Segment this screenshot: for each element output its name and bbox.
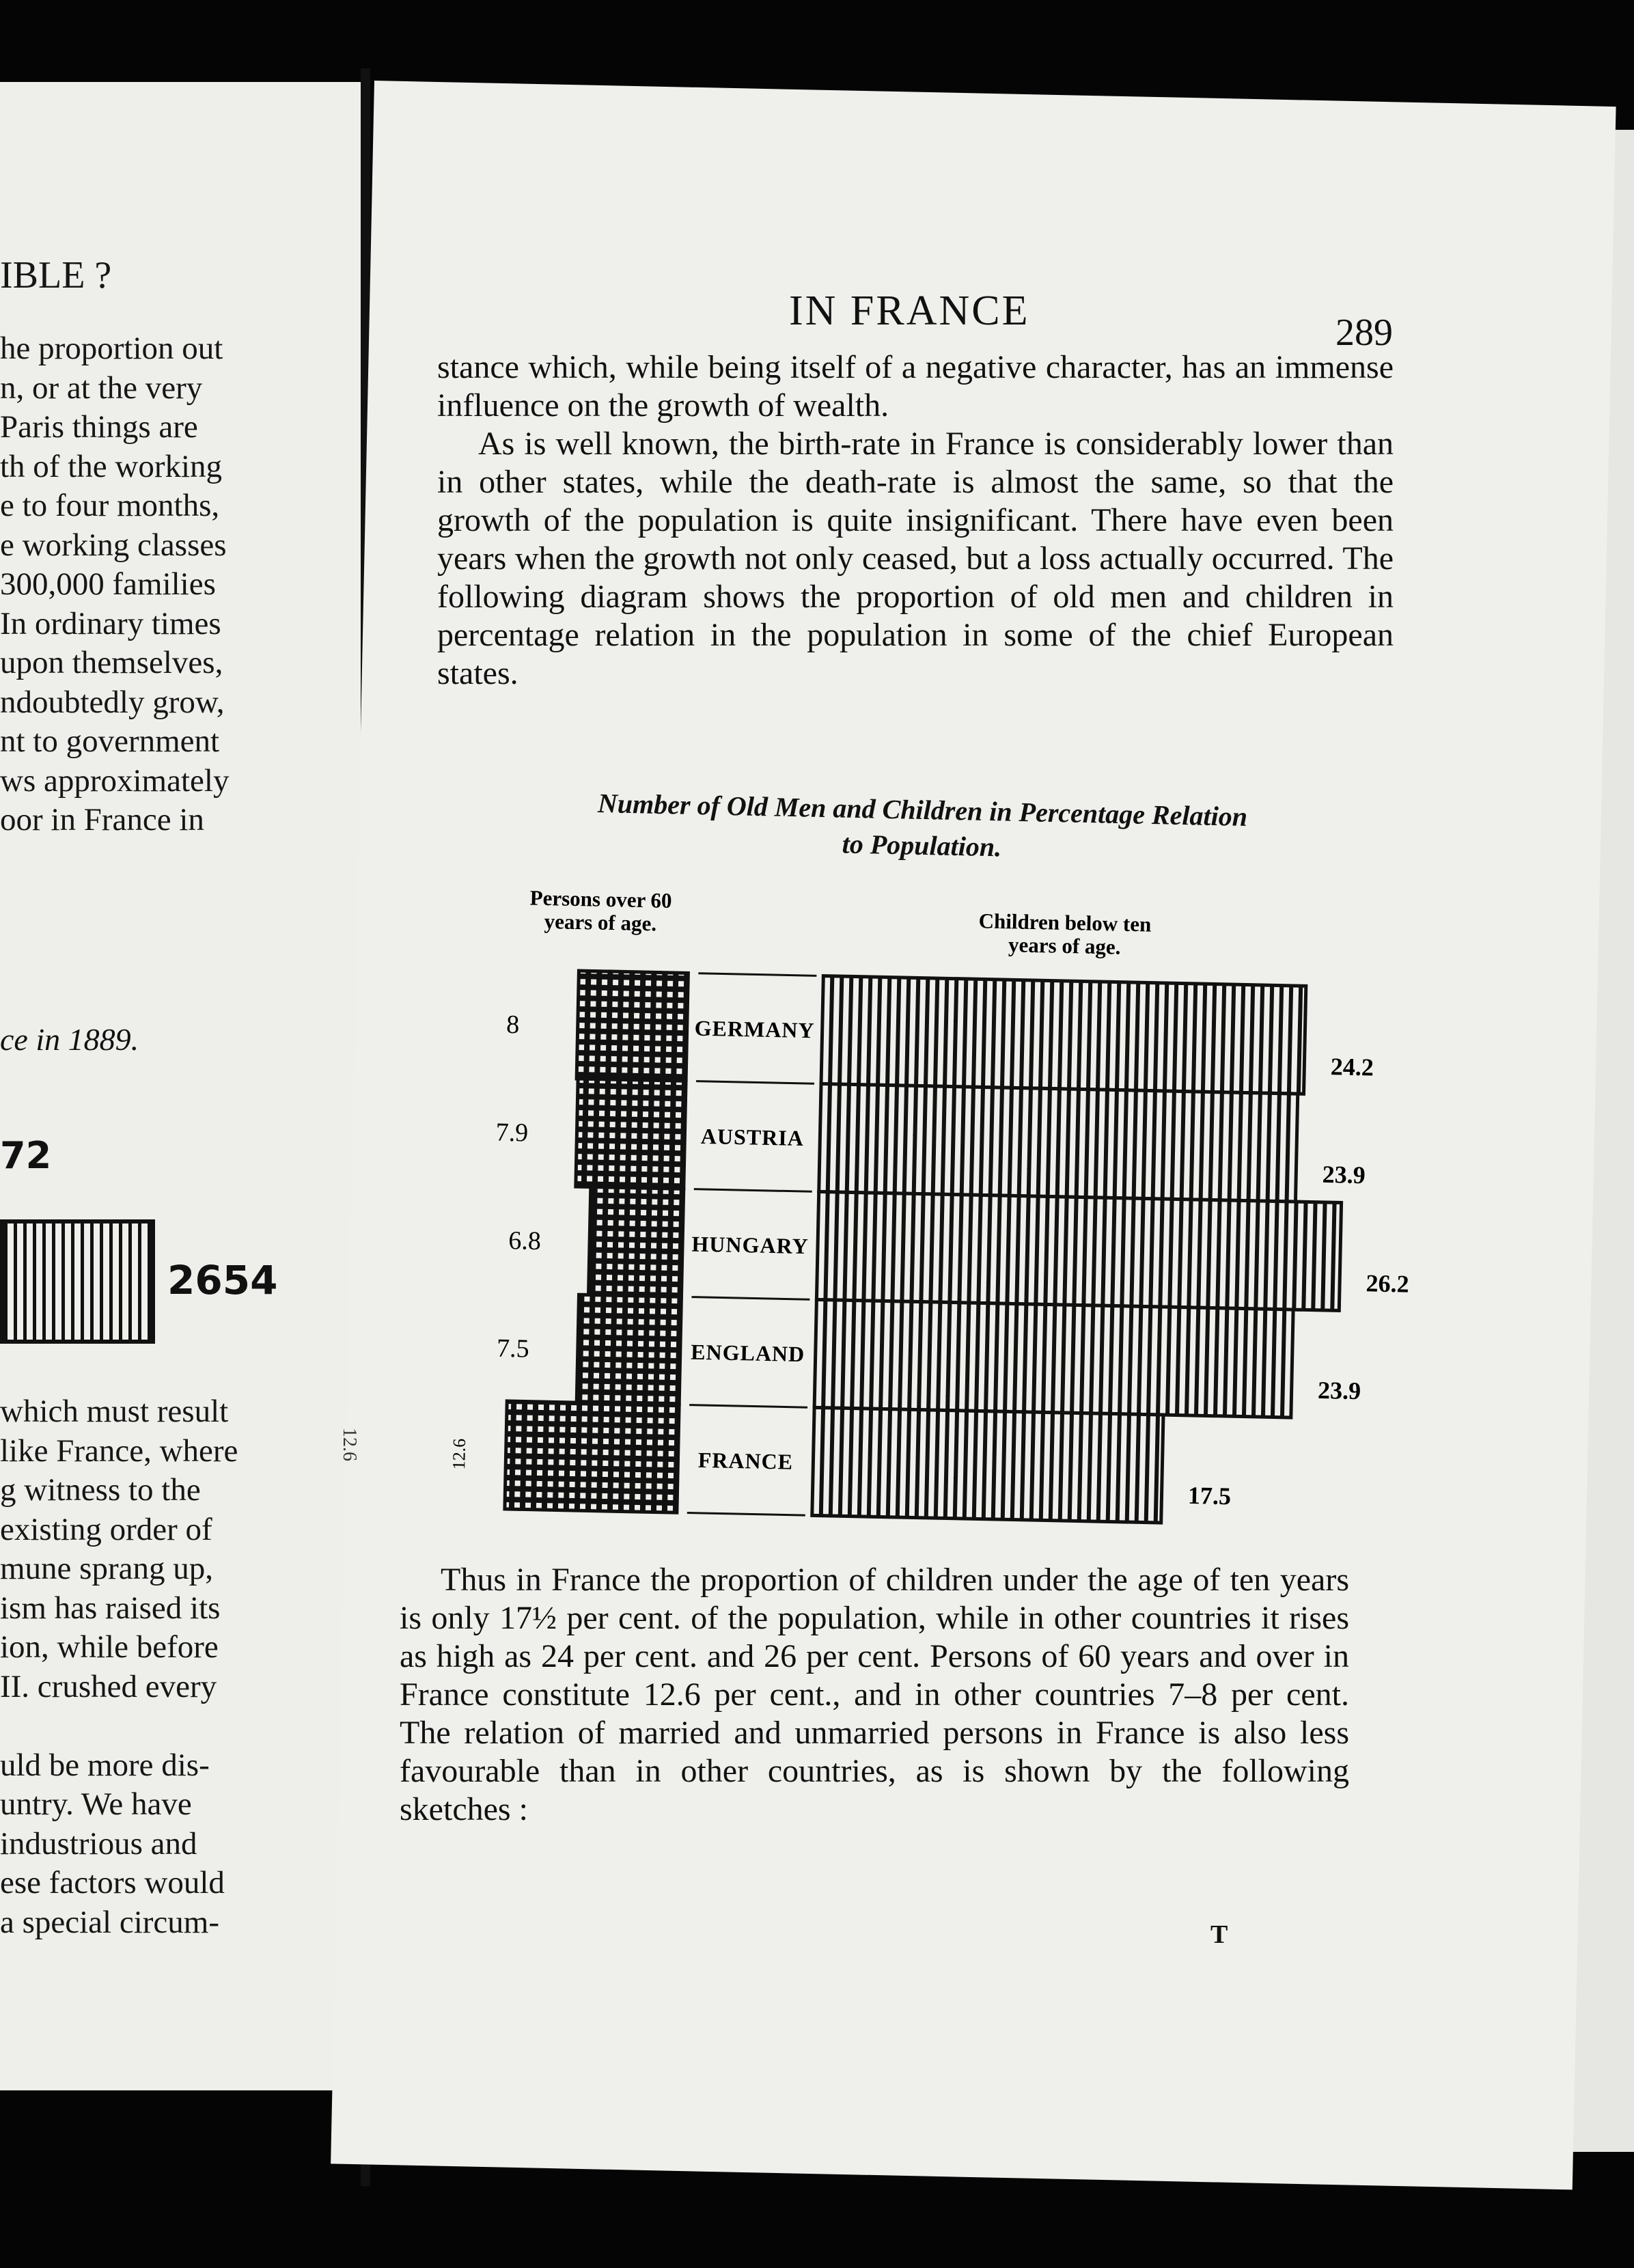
children-bar [816,1191,1341,1310]
left-page-bottom-line: mune sprang up, [0,1551,213,1586]
left-page-heading: IBLE ? [0,254,112,296]
left-page-caption: ce in 1889. [0,1022,139,1057]
row-divider [689,1405,807,1408]
body-text-top [437,348,1394,693]
row-divider [691,1297,809,1300]
children-bar [814,1299,1293,1418]
left-page-bottom-line: which must result [0,1394,229,1429]
left-page-top-line: ndoubtedly grow, [0,684,225,720]
left-page-bottom-line: ese factors would [0,1865,225,1900]
left-page-bottom-line: untry. We have [0,1786,192,1822]
old-men-value-label: 7.5 [496,1333,530,1364]
chart-caption-line1: Number of Old Men and Children in Percentage Relation [597,788,1248,832]
left-page-bottom-line: a special circum- [0,1904,219,1940]
left-page-top-line: th of the working [0,448,223,484]
children-bar [812,1407,1163,1523]
children-value-label: 26.2 [1366,1269,1410,1298]
left-page-bottom-line: like France, where [0,1433,238,1469]
old-men-value-label: 12.6 [449,1438,470,1470]
country-label: FRANCE [697,1447,794,1474]
row-divider [698,973,816,976]
country-label: AUSTRIA [700,1123,805,1150]
row-divider [694,1189,812,1192]
left-page-bottom-line: g witness to the [0,1472,201,1508]
legend-old-men-line2: years of age. [544,909,657,936]
paragraph-3: Thus in France the proportion of children under the age of ten years is only 17½ per cent. of the population, while in other countries it rises as high as 24 per cent. and 26 per cent. Persons of 60 years and over in France constitute 12.6 per cent., and in other countries 7–8 per cent. The relation of married and unmarried persons in France is also less favourable than in other countries, as is shown by the following sketches : [400,1562,1349,1827]
left-page-bar [0,1219,155,1344]
chart [368,885,1475,1584]
left-page-top-line: n, or at the very [0,370,203,406]
left-page-value-top: 72 [0,1134,52,1177]
left-page-top-line: nt to government [0,723,220,759]
legend-children-line1: Children below ten [978,909,1152,937]
margin-note: 12.6 [339,1428,360,1461]
children-value-label: 23.9 [1317,1376,1361,1405]
children-bar [821,976,1306,1094]
old-men-value-label: 8 [506,1010,520,1040]
old-men-bar [576,1079,686,1189]
chart-caption-line2: to Population. [842,828,1002,863]
left-page-top-line: Paris things are [0,409,198,445]
old-men-bar [577,1295,681,1405]
paragraph-1: stance which, while being itself of a negative character, has an immense influence on the growth of wealth. [437,349,1394,424]
old-men-value-label: 7.9 [495,1118,529,1148]
children-bar [819,1084,1298,1202]
country-label: HUNGARY [691,1231,809,1259]
left-page-top-line: 300,000 families [0,566,216,602]
chart-svg [368,885,1475,1584]
row-divider [687,1513,805,1516]
country-label: GERMANY [694,1015,815,1043]
old-men-bar [505,1401,679,1512]
left-page-bottom-line: ism has raised its [0,1590,221,1626]
left-page [0,82,361,2090]
body-text-bottom [400,1561,1349,1829]
children-value-label: 17.5 [1187,1481,1232,1510]
children-value-label: 23.9 [1322,1160,1366,1189]
left-page-bottom-line: II. crushed every [0,1668,217,1704]
signature-mark: T [1210,1920,1228,1949]
left-page-bottom-line: industrious and [0,1825,197,1862]
legend-old-men-line1: Persons over 60 [529,885,672,913]
left-page-top-line: upon themselves, [0,645,223,680]
children-value-label: 24.2 [1330,1053,1374,1081]
row-divider [696,1081,814,1084]
left-page-bottom-line: uld be more dis- [0,1747,210,1783]
old-men-value-label: 6.8 [508,1226,542,1256]
left-page-top-line: In ordinary times [0,605,221,641]
left-page-top-line: e working classes [0,527,227,563]
old-men-bar [588,1187,683,1297]
left-page-top-line: e to four months, [0,488,220,523]
paragraph-2: As is well known, the birth-rate in France is considerably lower than in other states, while the death-rate is almost the same, so that the growth of the population is quite insignificant. There have even been years when the growth not only ceased, but a loss actually occurred. The following diagram shows the proportion of old men and children in percentage relation in the population in some of the chief European states. [437,426,1394,691]
page-number: 289 [1335,312,1393,354]
left-page-bottom-line: ion, while before [0,1629,219,1665]
left-page-bottom-line: existing order of [0,1511,212,1547]
left-page-bar-value: 2654 [167,1257,278,1303]
country-label: ENGLAND [690,1339,805,1367]
legend-children-line2: years of age. [1008,932,1121,959]
running-header: IN FRANCE [789,288,1030,334]
left-page-top-line: ws approximately [0,762,230,799]
old-men-bar [577,971,688,1081]
left-page-top-line: he proportion out [0,331,223,366]
left-page-top-line: oor in France in [0,802,204,838]
